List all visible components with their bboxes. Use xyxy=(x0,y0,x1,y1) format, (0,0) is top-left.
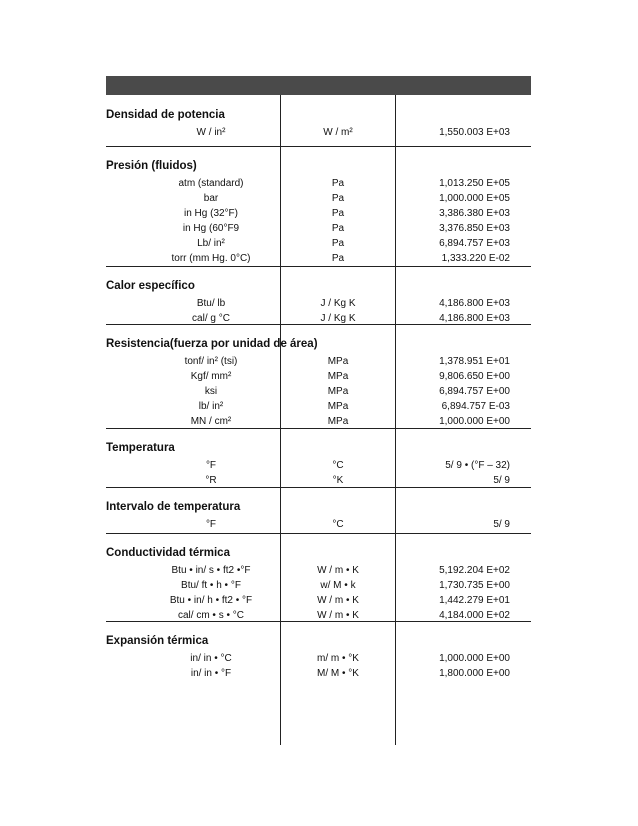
table-row xyxy=(106,371,531,386)
unit-cell: in Hg (32°F) xyxy=(183,208,238,219)
table-row xyxy=(106,313,531,328)
unit-cell: in/ in • °F xyxy=(190,668,232,679)
si-unit-cell: MPa xyxy=(327,386,349,397)
factor-cell: 1,000.000 E+05 xyxy=(439,193,510,204)
si-unit-cell: MPa xyxy=(327,356,349,367)
factor-cell: 4,186.800 E+03 xyxy=(439,298,510,309)
factor-cell: 6,894.757 E+03 xyxy=(439,238,510,249)
section-title: Intervalo de temperatura xyxy=(106,501,241,513)
si-unit-cell: Pa xyxy=(331,178,345,189)
unit-cell: lb/ in² xyxy=(198,401,224,412)
si-unit-cell: Pa xyxy=(331,193,345,204)
unit-cell: bar xyxy=(203,193,219,204)
section-divider xyxy=(106,621,531,622)
table-row xyxy=(106,178,531,193)
unit-cell: atm (standard) xyxy=(178,178,244,189)
si-unit-cell: W / m • K xyxy=(317,595,359,606)
factor-cell: 5/ 9 xyxy=(493,475,510,486)
unit-cell: ksi xyxy=(204,386,218,397)
unit-cell: torr (mm Hg. 0°C) xyxy=(171,253,251,264)
unit-cell: cal/ g °C xyxy=(192,313,230,324)
table-row xyxy=(106,298,531,313)
conversion-table xyxy=(106,76,531,745)
section-title: Calor específico xyxy=(106,280,195,292)
factor-cell: 9,806.650 E+00 xyxy=(439,371,510,382)
si-unit-cell: Pa xyxy=(331,223,345,234)
unit-cell: Lb/ in² xyxy=(197,238,225,249)
table-row xyxy=(106,653,531,668)
table-header-bar xyxy=(106,76,531,95)
factor-cell: 1,378.951 E+01 xyxy=(439,356,510,367)
unit-cell: W / in² xyxy=(196,127,226,138)
unit-cell: tonf/ in² (tsi) xyxy=(184,356,238,367)
unit-cell: MN / cm² xyxy=(190,416,232,427)
si-unit-cell: J / Kg K xyxy=(320,298,356,309)
table-row xyxy=(106,668,531,683)
factor-cell: 1,333.220 E-02 xyxy=(441,253,510,264)
table-row xyxy=(106,519,531,534)
factor-cell: 6,894.757 E-03 xyxy=(441,401,510,412)
si-unit-cell: M/ M • °K xyxy=(317,668,359,679)
section-divider xyxy=(106,324,531,325)
section-title: Temperatura xyxy=(106,442,175,454)
factor-cell: 5/ 9 xyxy=(493,519,510,530)
unit-cell: in/ in • °C xyxy=(190,653,232,664)
table-row xyxy=(106,386,531,401)
factor-cell: 3,376.850 E+03 xyxy=(439,223,510,234)
factor-cell: 1,000.000 E+00 xyxy=(439,416,510,427)
section-divider xyxy=(106,146,531,147)
si-unit-cell: Pa xyxy=(331,253,345,264)
section-divider xyxy=(106,533,531,534)
section-title: Presión (fluidos) xyxy=(106,160,197,172)
si-unit-cell: J / Kg K xyxy=(320,313,356,324)
table-row xyxy=(106,193,531,208)
table-row xyxy=(106,127,531,142)
table-row xyxy=(106,610,531,625)
table-row xyxy=(106,238,531,253)
table-row xyxy=(106,356,531,371)
si-unit-cell: °K xyxy=(332,475,344,486)
factor-cell: 1,013.250 E+05 xyxy=(439,178,510,189)
unit-cell: Kgf/ mm² xyxy=(190,371,232,382)
table-row xyxy=(106,208,531,223)
factor-cell: 1,442.279 E+01 xyxy=(439,595,510,606)
factor-cell: 4,184.000 E+02 xyxy=(439,610,510,621)
si-unit-cell: W / m² xyxy=(323,127,353,138)
unit-cell: cal/ cm • s • °C xyxy=(177,610,244,621)
si-unit-cell: °C xyxy=(332,460,344,471)
table-row xyxy=(106,595,531,610)
factor-cell: 1,550.003 E+03 xyxy=(439,127,510,138)
factor-cell: 5/ 9 • (°F – 32) xyxy=(445,460,510,471)
factor-cell: 4,186.800 E+03 xyxy=(439,313,510,324)
table-row xyxy=(106,401,531,416)
section-title: Conductividad térmica xyxy=(106,547,230,559)
unit-cell: Btu/ lb xyxy=(196,298,226,309)
factor-cell: 5,192.204 E+02 xyxy=(439,565,510,576)
si-unit-cell: W / m • K xyxy=(317,565,359,576)
si-unit-cell: Pa xyxy=(331,238,345,249)
factor-cell: 1,000.000 E+00 xyxy=(439,653,510,664)
table-row xyxy=(106,565,531,580)
table-row xyxy=(106,460,531,475)
unit-cell: °F xyxy=(205,519,217,530)
section-title: Expansión térmica xyxy=(106,635,209,647)
section-title: Resistencia(fuerza por unidad de área) xyxy=(106,338,318,350)
factor-cell: 1,730.735 E+00 xyxy=(439,580,510,591)
table-row xyxy=(106,223,531,238)
section-title: Densidad de potencia xyxy=(106,109,225,121)
si-unit-cell: MPa xyxy=(327,416,349,427)
unit-cell: Btu • in/ s • ft2 •°F xyxy=(171,565,251,576)
si-unit-cell: °C xyxy=(332,519,344,530)
unit-cell: Btu • in/ h • ft2 • °F xyxy=(169,595,253,606)
si-unit-cell: m/ m • °K xyxy=(317,653,359,664)
si-unit-cell: MPa xyxy=(327,401,349,412)
unit-cell: °R xyxy=(205,475,217,486)
si-unit-cell: MPa xyxy=(327,371,349,382)
factor-cell: 6,894.757 E+00 xyxy=(439,386,510,397)
unit-cell: in Hg (60°F9 xyxy=(182,223,240,234)
unit-cell: Btu/ ft • h • °F xyxy=(181,580,241,591)
si-unit-cell: W / m • K xyxy=(317,610,359,621)
si-unit-cell: Pa xyxy=(331,208,345,219)
unit-cell: °F xyxy=(205,460,217,471)
factor-cell: 1,800.000 E+00 xyxy=(439,668,510,679)
factor-cell: 3,386.380 E+03 xyxy=(439,208,510,219)
section-divider xyxy=(106,428,531,429)
section-divider xyxy=(106,266,531,267)
table-row xyxy=(106,580,531,595)
si-unit-cell: w/ M • k xyxy=(320,580,356,591)
section-divider xyxy=(106,487,531,488)
